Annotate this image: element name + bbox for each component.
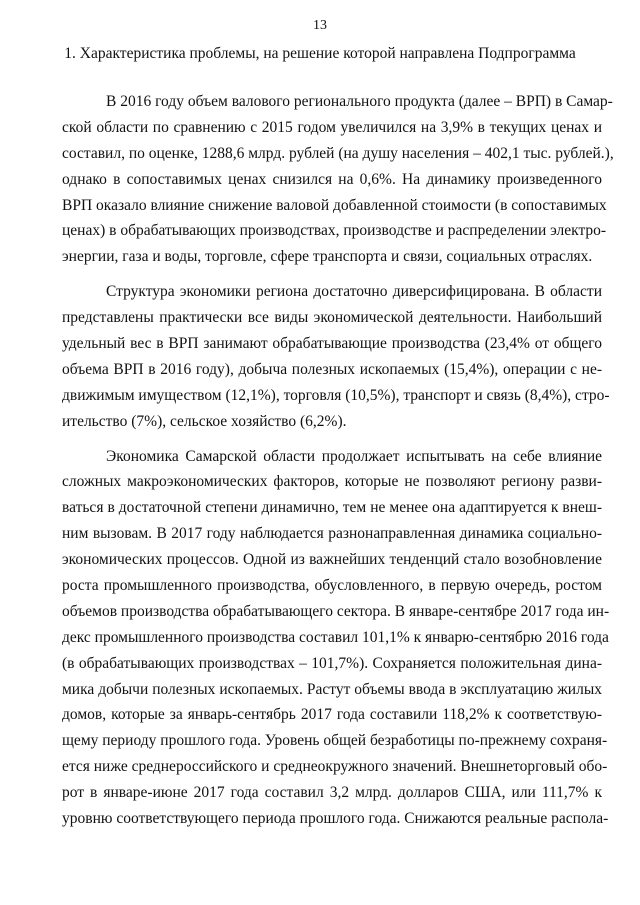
- text-line: ценах) в обрабатывающих производствах, производстве и распределении электро-: [62, 222, 607, 240]
- text-line: ется ниже среднероссийского и среднеокружного значений. Внешнеторговый обо-: [62, 758, 608, 776]
- text-line: домов, которые за январь-сентябрь 2017 года составили 118,2% к соответствую-: [62, 706, 602, 724]
- text-line: энергии, газа и воды, торговле, сфере транспорта и связи, социальных отраслях.: [62, 248, 593, 266]
- paragraph: [62, 444, 610, 832]
- text-line: В 2016 году объем валового регионального продукта (далее – ВРП) в Самар-: [106, 93, 613, 110]
- text-line: представлены практически все виды экономической деятельности. Наибольший: [62, 309, 602, 327]
- text-line: Структура экономики региона достаточно диверсифицирована. В области: [106, 283, 602, 301]
- paragraph: [62, 89, 614, 270]
- text-line: декс промышленного производства составил 101,1% к январю-сентябрю 2016 года: [62, 628, 609, 646]
- paragraph: [62, 279, 610, 434]
- text-line: Экономика Самарской области продолжает испытывать на себе влияние: [106, 447, 602, 465]
- text-line: ской области по сравнению с 2015 годом увеличился на 3,9% в текущих ценах и: [62, 118, 602, 136]
- page-number: 13: [313, 18, 327, 33]
- text-line: (в обрабатывающих производствах – 101,7%). Сохраняется положительная дина-: [62, 654, 602, 672]
- section-heading: 1. Характеристика проблемы, на решение которой направлена Подпрограмма: [64, 45, 576, 62]
- text-line: составил, по оценке, 1288,6 млрд. рублей (на душу населения – 402,1 тыс. рублей.),: [62, 144, 614, 162]
- text-line: ним вызовам. В 2017 году наблюдается разнонаправленная динамика социально-: [62, 525, 602, 543]
- text-line: объема ВРП в 2016 году), добыча полезных ископаемых (15,4%), операции с не-: [62, 360, 602, 378]
- paragraph-gap: [62, 270, 602, 279]
- text-line: ВРП оказало влияние снижение валовой добавленной стоимости (в сопоставимых: [62, 196, 607, 214]
- text-line: ваться в достаточной степени динамично, тем не менее она адаптируется к внеш-: [62, 499, 602, 517]
- text-line: рот в январе-июне 2017 года составил 3,2 млрд. долларов США, или 111,7% к: [62, 784, 602, 802]
- text-line: объемов производства обрабатывающего сектора. В январе-сентябре 2017 года ин-: [62, 602, 610, 620]
- text-line: экономических процессов. Одной из важнейших тенденций стало возобновление: [62, 551, 602, 569]
- paragraph-gap: [62, 435, 602, 444]
- text-line: уровню соответствующего периода прошлого года. Снижаются реальные распола-: [62, 810, 609, 828]
- text-line: сложных макроэкономических факторов, которые не позволяют региону разви-: [62, 473, 602, 491]
- text-line: ительство (7%), сельское хозяйство (6,2%).: [62, 412, 347, 430]
- body-text: [62, 89, 614, 832]
- text-line: удельный вес в ВРП занимают обрабатывающие производства (23,4% от общего: [62, 335, 602, 353]
- text-line: щему периоду прошлого года. Уровень общей безработицы по-прежнему сохраня-: [62, 732, 608, 750]
- text-line: однако в сопоставимых ценах снизился на 0,6%. На динамику произведенного: [62, 170, 602, 188]
- text-line: движимым имуществом (12,1%), торговля (10,5%), транспорт и связь (8,4%), стро-: [62, 386, 610, 404]
- text-line: роста промышленного производства, обусловленного, в первую очередь, ростом: [62, 577, 602, 595]
- text-line: мика добычи полезных ископаемых. Растут объемы ввода в эксплуатацию жилых: [62, 680, 602, 698]
